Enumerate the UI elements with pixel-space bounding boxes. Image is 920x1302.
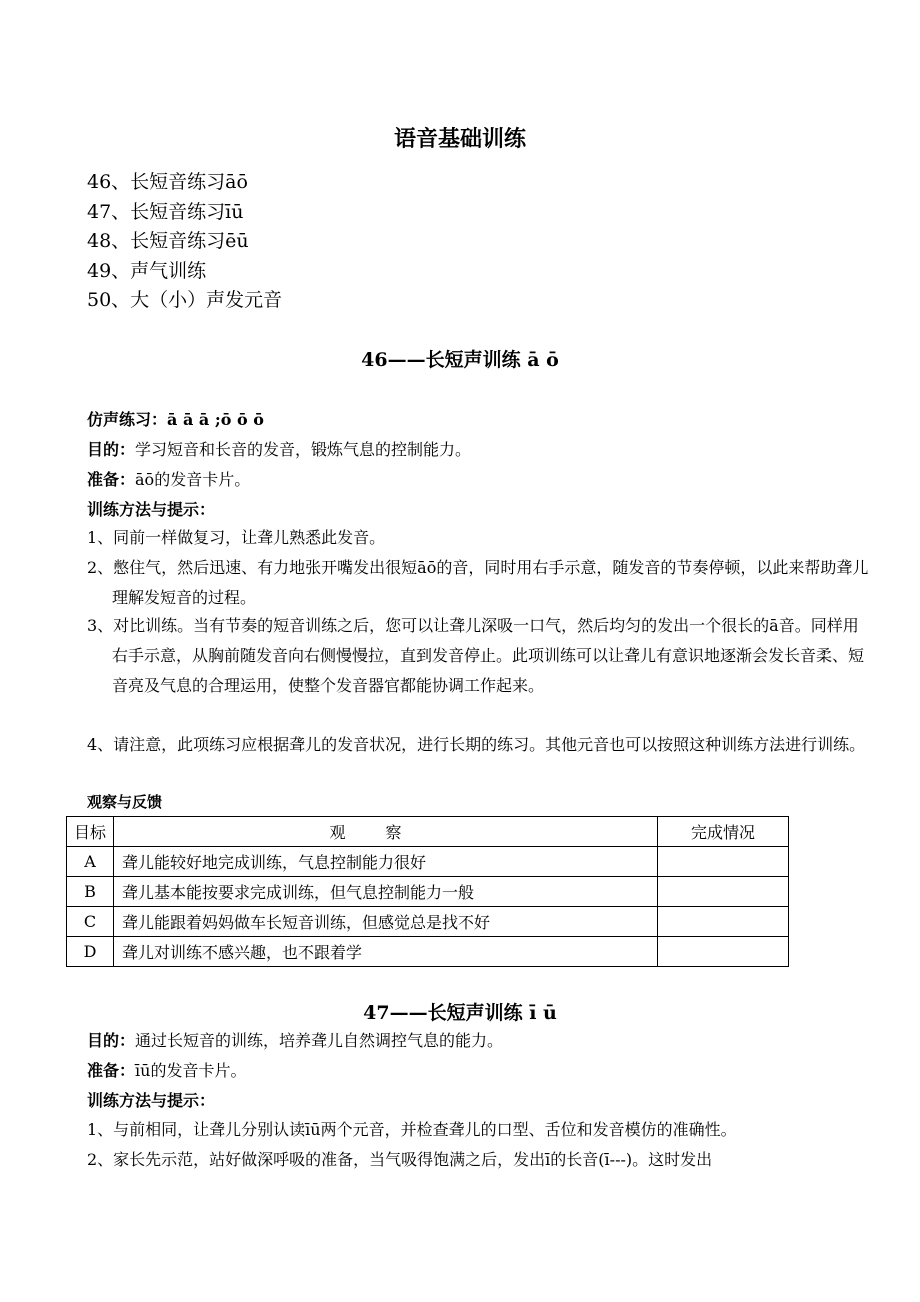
toc-item: 46、长短音练习āō (87, 171, 248, 193)
table-row: B 聋儿基本能按要求完成训练，但气息控制能力一般 (67, 877, 789, 907)
goal-line (87, 1026, 837, 1056)
header-goal: 目标 (67, 817, 114, 847)
imitate-value: ā ā ā ;ō ō ō (167, 410, 264, 429)
table-row: C 聋儿能跟着妈妈做车长短音训练，但感觉总是找不好 (67, 907, 789, 937)
table-header-row (67, 817, 789, 847)
prep-line (87, 465, 837, 495)
prep-label: 准备： (87, 1061, 136, 1080)
observation-table (66, 816, 789, 967)
header-observation: 观察 (114, 817, 658, 847)
method-item: 1、与前相同，让聋儿分别认读īū两个元音，并检查聋儿的口型、舌位和发音模仿的准确性。 (87, 1120, 737, 1139)
goal-line (87, 435, 837, 465)
imitate-line (87, 405, 837, 435)
imitate-label: 仿声练习： (87, 410, 168, 429)
table-of-contents (87, 168, 282, 316)
toc-item: 49、声气训练 (87, 259, 207, 282)
method-item: 1、同前一样做复习，让聋儿熟悉此发音。 (87, 528, 386, 547)
method-item: 2、憋住气，然后迅速、有力地张开嘴发出很短āō的音，同时用右手示意，随发音的节奏停顿，以此来帮助聋儿理解发短音的过程。 (87, 558, 869, 607)
method-item: 4、请注意，此项练习应根据聋儿的发音状况，进行长期的练习。其他元音也可以按照这种训练方法进行训练。 (87, 735, 866, 754)
toc-item: 50、大（小）声发元音 (87, 289, 283, 311)
observation-label: 观察与反馈 (87, 793, 163, 811)
method-item: 3、对比训练。当有节奏的短音训练之后，您可以让聋儿深吸一口气，然后均匀的发出一个很长的ā音。同样用右手示意，从胸前随发音向右侧慢慢拉，直到发音停止。此项训练可以让聋儿有意识地逐渐会发长音柔、短音亮及气息的合理运用，使整个发音器官都能协调工作起来。 (87, 616, 865, 695)
table-row: A 聋儿能较好地完成训练，气息控制能力很好 (67, 847, 789, 877)
header-completion: 完成情况 (658, 817, 789, 847)
goal-label: 目的： (87, 1031, 136, 1050)
section-47-title: 47——长短声训练 ī ū (363, 1002, 557, 1024)
toc-item: 47、长短音练习īū (87, 200, 244, 223)
page-title: 语音基础训练 (393, 126, 526, 152)
method-label: 训练方法与提示： (87, 500, 216, 519)
method-label: 训练方法与提示： (87, 1091, 216, 1110)
section-46-title: 46——长短声训练 ā ō (361, 349, 559, 371)
prep-value: īū的发音卡片。 (135, 1061, 247, 1080)
table-row: D 聋儿对训练不感兴趣，也不跟着学 (67, 937, 789, 967)
method-item: 2、家长先示范，站好做深呼吸的准备，当气吸得饱满之后，发出ī的长音(ī---)。这时发出 (87, 1150, 713, 1169)
goal-label: 目的： (87, 440, 136, 459)
prep-value: āō的发音卡片。 (135, 470, 251, 489)
prep-label: 准备： (87, 470, 136, 489)
goal-value: 通过长短音的训练，培养聋儿自然调控气息的能力。 (135, 1031, 504, 1050)
prep-line (87, 1056, 837, 1086)
goal-value: 学习短音和长音的发音，锻炼气息的控制能力。 (135, 440, 472, 459)
toc-item: 48、长短音练习ēū (87, 230, 249, 252)
